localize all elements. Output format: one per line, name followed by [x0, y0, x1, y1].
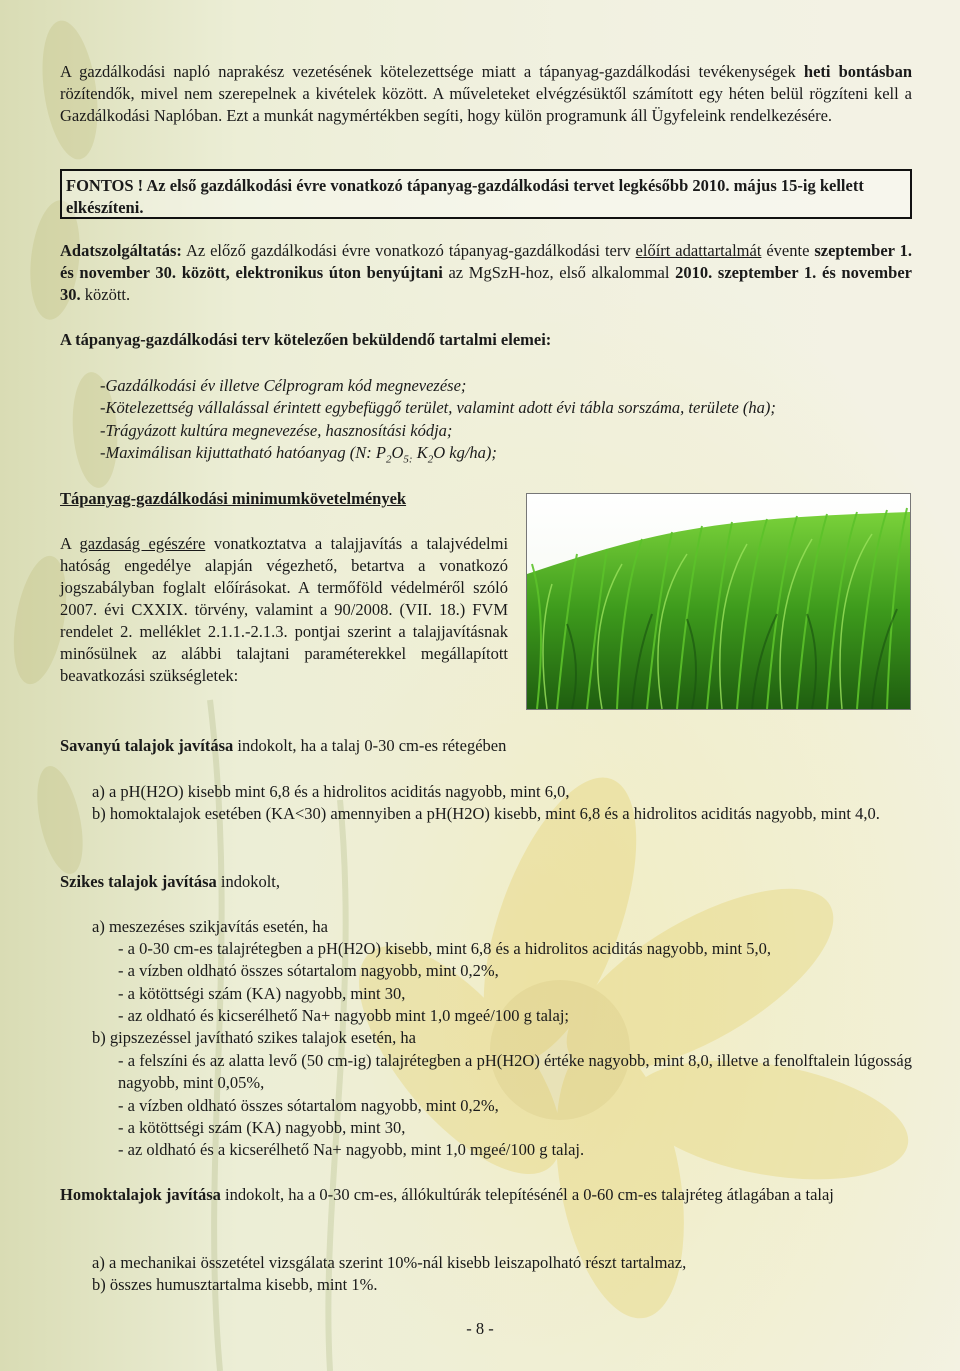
szikes-a-label: a) meszezéses szikjavítás esetén, ha — [92, 917, 328, 936]
savanyu-list — [92, 781, 912, 825]
fontos-box — [60, 169, 912, 219]
adat-label: Adatszolgáltatás: — [60, 241, 182, 260]
list-item: - a 0-30 cm-es talajrétegben a pH(H2O) kisebb, mint 6,8 és a hidrolitos aciditás nagyobb, mint 5,0, — [118, 939, 771, 958]
adat-text-3: az MgSzH-hoz, első alkalommal — [448, 263, 670, 282]
homok-bold: Homoktalajok javítása — [60, 1185, 221, 1204]
adat-bold-1: szeptember 1. és november 30. között, elektronikus úton benyújtani — [60, 241, 913, 282]
list-item: a) a mechanikai összetétel vizsgálata szerint 10%-nál kisebb leiszapolható részt tartalmaz, — [92, 1253, 687, 1272]
requirement-item: -Kötelezettség vállalással érintett egybefüggő terület, valamint adott évi tábla sorszáma, területe (ha); — [100, 398, 776, 417]
list-item: - a felszíni és az alatta levő (50 cm-ig) talajrétegben a pH(H2O) értéke nagyobb, mint 8,0, illetve a fenolftalein lúgosság nagyobb, mint 0,05%, — [118, 1051, 912, 1092]
intro-text-1: A gazdálkodási napló naprakész vezetésének kötelezettsége miatt a tápanyag-gazdálkodási tevékenységek — [60, 62, 796, 81]
min-text-2: vonatkoztatva a talajjavítás a talajvédelmi hatóság engedélye alapján végezhető, betartva a vonatkozó jogszabályban foglalt előírásokat. A termőföld védelméről szóló 2007. évi CXXIX. törvény, valamint a 90/2008. (VII. 18.) FVM rendelet 2. melléklet 2.1.1.-2.1.3. pontjai szerint a talajjavításnak minősülnek az alábbi talajtani paraméterekkel megállapított beavatkozási szükségletek: — [60, 534, 509, 685]
list-item: - a vízben oldható összes sótartalom nagyobb, mint 0,2%, — [118, 1096, 499, 1115]
savanyu-text: indokolt, ha a talaj 0-30 cm-es rétegében — [237, 736, 507, 755]
req4-text: -Maximálisan kijuttatható hatóanyag (N: P — [100, 443, 386, 462]
homok-paragraph — [60, 1184, 912, 1206]
savanyu-bold: Savanyú talajok javítása — [60, 736, 234, 755]
req4-text: O kg/ha); — [433, 443, 497, 462]
list-item: - a kötöttségi szám (KA) nagyobb, mint 30, — [118, 1118, 406, 1137]
page-number: - 8 - — [466, 1319, 494, 1338]
req4-text: K — [412, 443, 428, 462]
req4-text: O — [391, 443, 404, 462]
fontos-text: FONTOS ! Az első gazdálkodási évre vonatkozó tápanyag-gazdálkodási tervet legkésőbb 2010. május 15-ig kellett elkészíteni. — [66, 176, 864, 217]
list-item: - a kötöttségi szám (KA) nagyobb, mint 30, — [118, 984, 406, 1003]
req4-sub: 2 — [385, 453, 392, 466]
list-item: - az oldható és kicserélhető Na+ nagyobb mint 1,0 mgeé/100 g talaj; — [118, 1006, 570, 1025]
requirement-item-hatoanyag — [100, 442, 912, 464]
adat-bold-2: 2010. szeptember 1. és november 30. — [60, 263, 912, 304]
list-item: a) a pH(H2O) kisebb mint 6,8 és a hidrolitos aciditás nagyobb, mint 6,0, — [92, 782, 570, 801]
adat-text-2: évente — [766, 241, 810, 260]
szikes-text: indokolt, — [220, 872, 281, 891]
requirement-item: -Trágyázott kultúra megnevezése, hasznosítási kódja; — [100, 421, 453, 440]
list-item: - az oldható és a kicserélhető Na+ nagyobb, mint 1,0 mgeé/100 g talaj. — [118, 1140, 585, 1159]
intro-text-2: rözítendők, mivel nem szerepelnek a kivételek között. A műveleteket elvégzésüktől számított egy héten belül rögzíteni kell a Gazdálkodási Naplóban. Ezt a munkát nagymértékben segíti, hogy külön programunk áll Ügyfeleink rendelkezésére. — [60, 84, 912, 125]
req4-sub: 5: — [403, 453, 413, 466]
min-text-1: A — [60, 534, 72, 553]
min-underlined: gazdaság egészére — [79, 534, 206, 553]
szikes-b-label: b) gipszezéssel javítható szikes talajok esetén, ha — [92, 1028, 416, 1047]
requirement-item: -Gazdálkodási év illetve Célprogram kód megnevezése; — [100, 376, 467, 395]
list-item: b) összes humusztartalma kisebb, mint 1%. — [92, 1275, 378, 1294]
adat-text-4: között. — [84, 285, 131, 304]
intro-paragraph — [60, 61, 912, 127]
list-item: - a vízben oldható összes sótartalom nagyobb, mint 0,2%, — [118, 961, 499, 980]
adat-text-1: Az előző gazdálkodási évre vonatkozó tápanyag-gazdálkodási terv — [185, 241, 631, 260]
homok-text: indokolt, ha a 0-30 cm-es, állókultúrák telepítésénél a 0-60 cm-es talajréteg átlagában a talaj — [225, 1185, 834, 1204]
adat-underlined: előírt adattartalmát — [635, 241, 762, 260]
minimum-heading: Tápanyag-gazdálkodási minimumkövetelmények — [60, 489, 407, 508]
szikes-bold: Szikes talajok javítása — [60, 872, 217, 891]
list-item: b) homoktalajok esetében (KA<30) amennyiben a pH(H2O) kisebb, mint 6,8 és a hidrolitos aciditás nagyobb, mint 4,0. — [92, 804, 880, 823]
szikes-heading — [60, 871, 912, 893]
elements-heading: A tápanyag-gazdálkodási terv kötelezően beküldendő tartalmi elemei: — [60, 330, 552, 349]
req4-sub: 2 — [427, 453, 434, 466]
savanyu-heading — [60, 735, 912, 757]
minimum-paragraph — [60, 533, 508, 687]
intro-bold: heti bontásban — [803, 62, 913, 81]
grass-photo — [526, 493, 911, 710]
adatszolgaltatas-paragraph — [60, 240, 912, 306]
